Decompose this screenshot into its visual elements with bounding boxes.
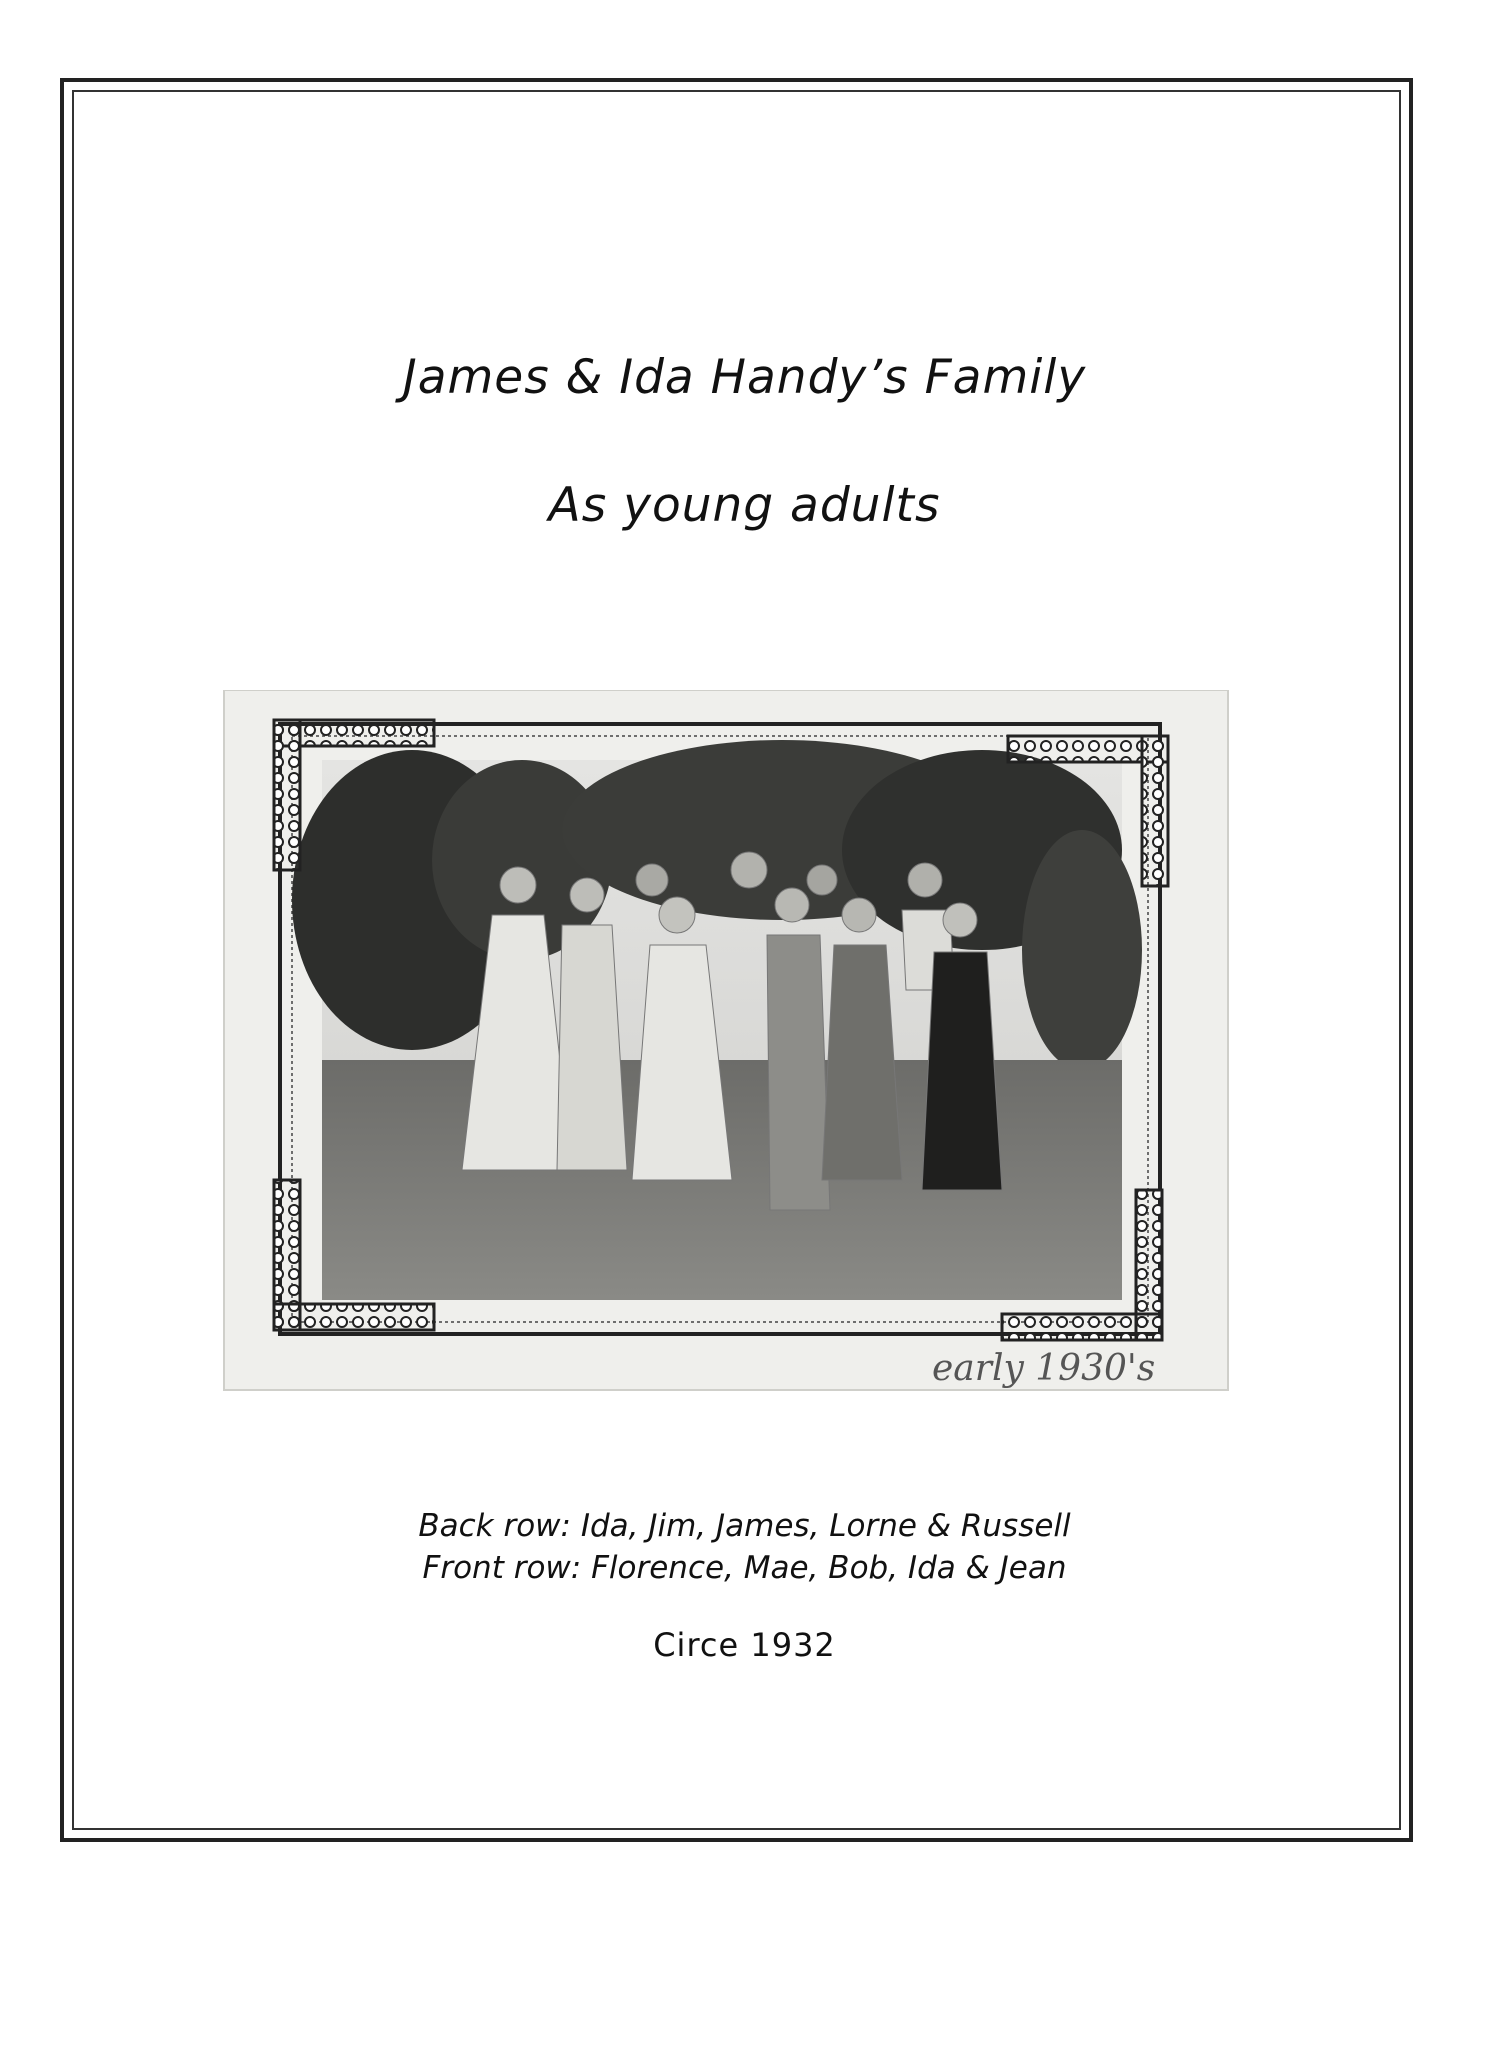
page-subtitle: As young adults: [548, 478, 941, 533]
date-note: Circe 1932: [653, 1626, 836, 1664]
page-title: James & Ida Handy’s Family: [402, 350, 1087, 405]
caption-back-row: Back row: Ida, Jim, James, Lorne & Russell: [418, 1508, 1071, 1544]
caption-front-row: Front row: Florence, Mae, Bob, Ida & Jean: [422, 1550, 1067, 1586]
family-photo: [222, 690, 1230, 1392]
handwritten-note: early 1930's: [932, 1348, 1156, 1389]
